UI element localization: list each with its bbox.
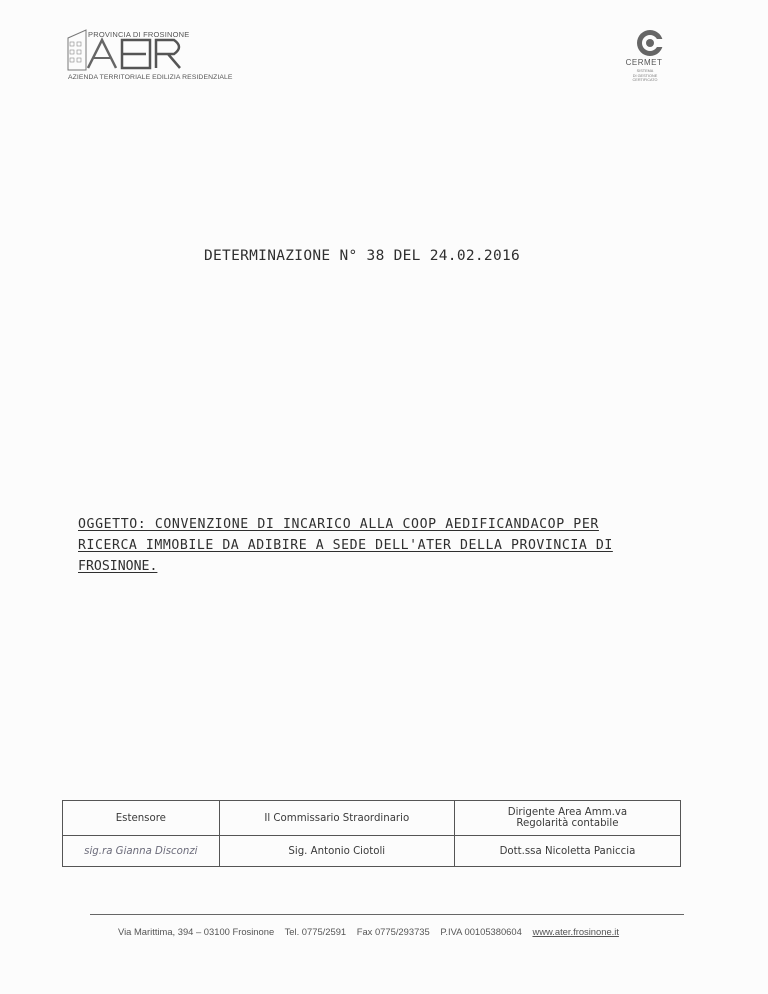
cert-line: CERTIFICATO — [632, 78, 658, 82]
footer-website-link[interactable]: www.ater.frosinone.it — [532, 926, 619, 937]
footer-fax: Fax 0775/293735 — [356, 926, 430, 937]
cert-line: SISTEMA — [636, 69, 654, 73]
name-director: Dott.ssa Nicoletta Paniccia — [454, 836, 680, 867]
footer-tel: Tel. 0775/2591 — [284, 926, 347, 937]
footer-vat: P.IVA 00105380604 — [440, 926, 522, 937]
table-row — [63, 801, 681, 836]
cermet-emblem-icon — [628, 28, 672, 58]
footer — [118, 926, 619, 937]
table-row — [63, 836, 681, 867]
subject-line: FROSINONE. — [78, 559, 158, 574]
certification-text — [628, 69, 662, 83]
role-drafter: Estensore — [63, 801, 220, 836]
name-drafter: sig.ra Gianna Disconzi — [84, 845, 198, 857]
agency-name: AZIENDA TERRITORIALE EDILIZIA RESIDENZIALE — [68, 74, 233, 81]
name-drafter-cell — [63, 836, 220, 867]
subject-line: OGGETTO: CONVENZIONE DI INCARICO ALLA COOP AEDIFICANDACOP PER — [78, 517, 599, 532]
province-label: PROVINCIA DI FROSINONE — [88, 30, 190, 39]
cermet-name: CERMET — [625, 58, 663, 67]
determination-title: DETERMINAZIONE N° 38 DEL 24.02.2016 — [204, 248, 521, 264]
footer-divider — [90, 914, 684, 915]
subject-block — [78, 514, 678, 577]
role-director-line2: Regolarità contabile — [516, 818, 619, 829]
cert-line: DI GESTIONE — [632, 73, 658, 78]
name-commissioner: Sig. Antonio Ciotoli — [219, 836, 454, 867]
signature-table — [62, 800, 681, 867]
role-director — [454, 801, 680, 836]
footer-address: Via Marittima, 394 – 03100 Frosinone — [118, 926, 275, 937]
role-director-line1: Dirigente Area Amm.va — [507, 807, 628, 818]
role-commissioner: Il Commissario Straordinario — [219, 801, 454, 836]
subject-line: RICERCA IMMOBILE DA ADIBIRE A SEDE DELL'ATER DELLA PROVINCIA DI — [78, 538, 613, 553]
